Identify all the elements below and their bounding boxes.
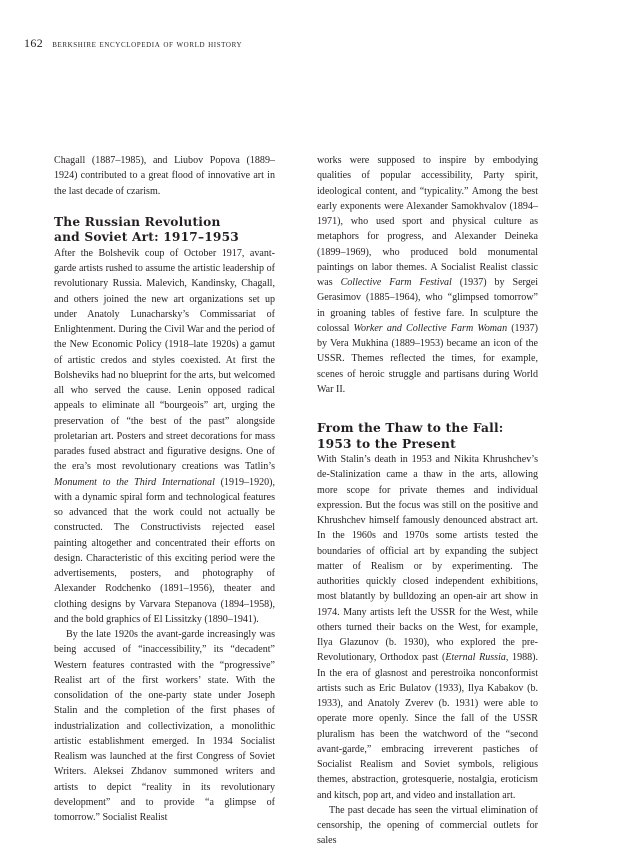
- paragraph-socialist-realism: By the late 1920s the avant-garde increasingly was being accused of “inaccessibility,” its “decadent” Western features contrasted with the “progressive” Realist art of the first workers’ state. With the consolidation of the one-party state under Joseph Stalin and the completion of the first phases of industrialization and collectivization, a monolithic artistic establishment emerged. In 1934 Socialist Realism was launched at the first Congress of Soviet Writers. Aleksei Zhdanov summoned writers and artists to depict “reality in its revolutionary development” and to provide “a glimpse of tomorrow.” Socialist Realist: [54, 629, 275, 823]
- right-column: [317, 153, 538, 849]
- paragraph-socialist-realist-works: [317, 153, 538, 397]
- artwork-title: Worker and Collective Farm Woman: [353, 322, 508, 334]
- text-run: (1937) by Sergei Gerasimov (1885–1964), who “glimpsed tomorrow” in groaning tables of festive fare. In sculpture the colossal: [317, 277, 538, 334]
- text-run: After the Bolshevik coup of October 1917, avant-garde artists rushed to assume the artistic leadership of revolutionary Russia. Malevich, Kandinsky, Chagall, and others joined the new art organizations set up under Anatoly Lunacharsky’s Commissariat of Enlightenment. During the Civil War and the period of the New Economic Policy (1918–late 1920s) a gamut of artistic credos and styles coexisted. At first the Bolsheviks had no blueprint for the arts, but welcomed all who served the cause. Lenin opposed radical appeals to eliminate all “bourgeois” art, urging the preservation of “the best of the past” alongside proletarian art. Posters and street decorations for mass parades fused abstract and figurative designs. One of the era’s most revolutionary creations was Tatlin’s: [54, 247, 275, 473]
- text-run: (1919–1920), with a dynamic spiral form and technological features so advanced that the work could not actually be constructed. The Constructivists rejected easel painting altogether and concentrated their efforts on design. Characteristic of this exciting period were the advertisements, posters, and photography of Alexander Rodchenko (1891–1956), theater and clothing designs by Varvara Stepanova (1894–1958), and the bold graphics of El Lissitzky (1890–1941).: [54, 476, 275, 625]
- running-head: [24, 36, 242, 51]
- paragraph-past-decade: The past decade has seen the virtual elimination of censorship, the opening of commercial outlets for sales: [317, 804, 538, 847]
- paragraph-thaw: [317, 452, 538, 803]
- section-heading-russian-revolution: [54, 215, 275, 246]
- text-run: (1937) by Vera Mukhina (1889–1953) became an icon of the USSR. Themes reflected the times, for example, scenes of heroic struggle and partisans during World War II.: [317, 322, 538, 395]
- paragraph-bolshevik-coup: [54, 246, 275, 627]
- heading-line: 1953 to the Present: [317, 436, 456, 451]
- artwork-title: Monument to the Third International: [54, 476, 215, 488]
- left-column: [54, 153, 275, 825]
- heading-line: and Soviet Art: 1917–1953: [54, 230, 239, 245]
- page-number: 162: [24, 36, 44, 50]
- heading-line: The Russian Revolution: [54, 214, 221, 229]
- artwork-title: Eternal Russia: [445, 652, 506, 664]
- text-run: , 1988). In the era of glasnost and perestroika nonconformist artists such as Eric Bulatov (1933), Ilya Kabakov (b. 1933), and Anatoly Zverev (b. 1931) were able to operate more openly. Since the fall of the USSR pluralism has been the watchword of the “second avant-garde,” embracing irreverent pastiches of Socialist Realism and Soviet symbols, religious themes, abstraction, grotesquerie, nostalgia, eroticism and kitsch, pop art, and video and installation art.: [317, 652, 538, 801]
- book-title: berkshire encyclopedia of world history: [52, 40, 243, 50]
- text-run: works were supposed to inspire by embodying qualities of popular accessibility, Party spirit, ideological content, and “typicality.” Among the best early exponents were Alexander Samokhvalov (1894–1971), who used sport and physical culture as metaphors for progress, and Alexander Deineka (1899–1969), who produced bold monumental paintings on labor themes. A Socialist Realist classic was: [317, 155, 538, 288]
- paragraph-czarism: Chagall (1887–1985), and Liubov Popova (1889–1924) contributed to a great flood of innovative art in the last decade of czarism.: [54, 155, 275, 197]
- artwork-title: Collective Farm Festival: [340, 277, 452, 288]
- section-heading-thaw-to-fall: [317, 421, 538, 452]
- text-run: With Stalin’s death in 1953 and Nikita Khrushchev’s de-Stalinization came a thaw in the arts, allowing more scope for private themes and individual expression. But the focus was still on the positive and Khrushchev himself famously denounced abstract art. In the 1960s and 1970s some artists tested the boundaries of official art by expanding the subject matter of Realism or by experimenting. The authorities quickly closed independent exhibitions, most blatantly by bulldozing an open-air art show in 1974. Many artists left the USSR for the West, while others turned their backs on the West, for example, Ilya Glazunov (b. 1930), who explored the pre-Revolutionary, Orthodox past (: [317, 454, 538, 664]
- heading-line: From the Thaw to the Fall:: [317, 421, 504, 435]
